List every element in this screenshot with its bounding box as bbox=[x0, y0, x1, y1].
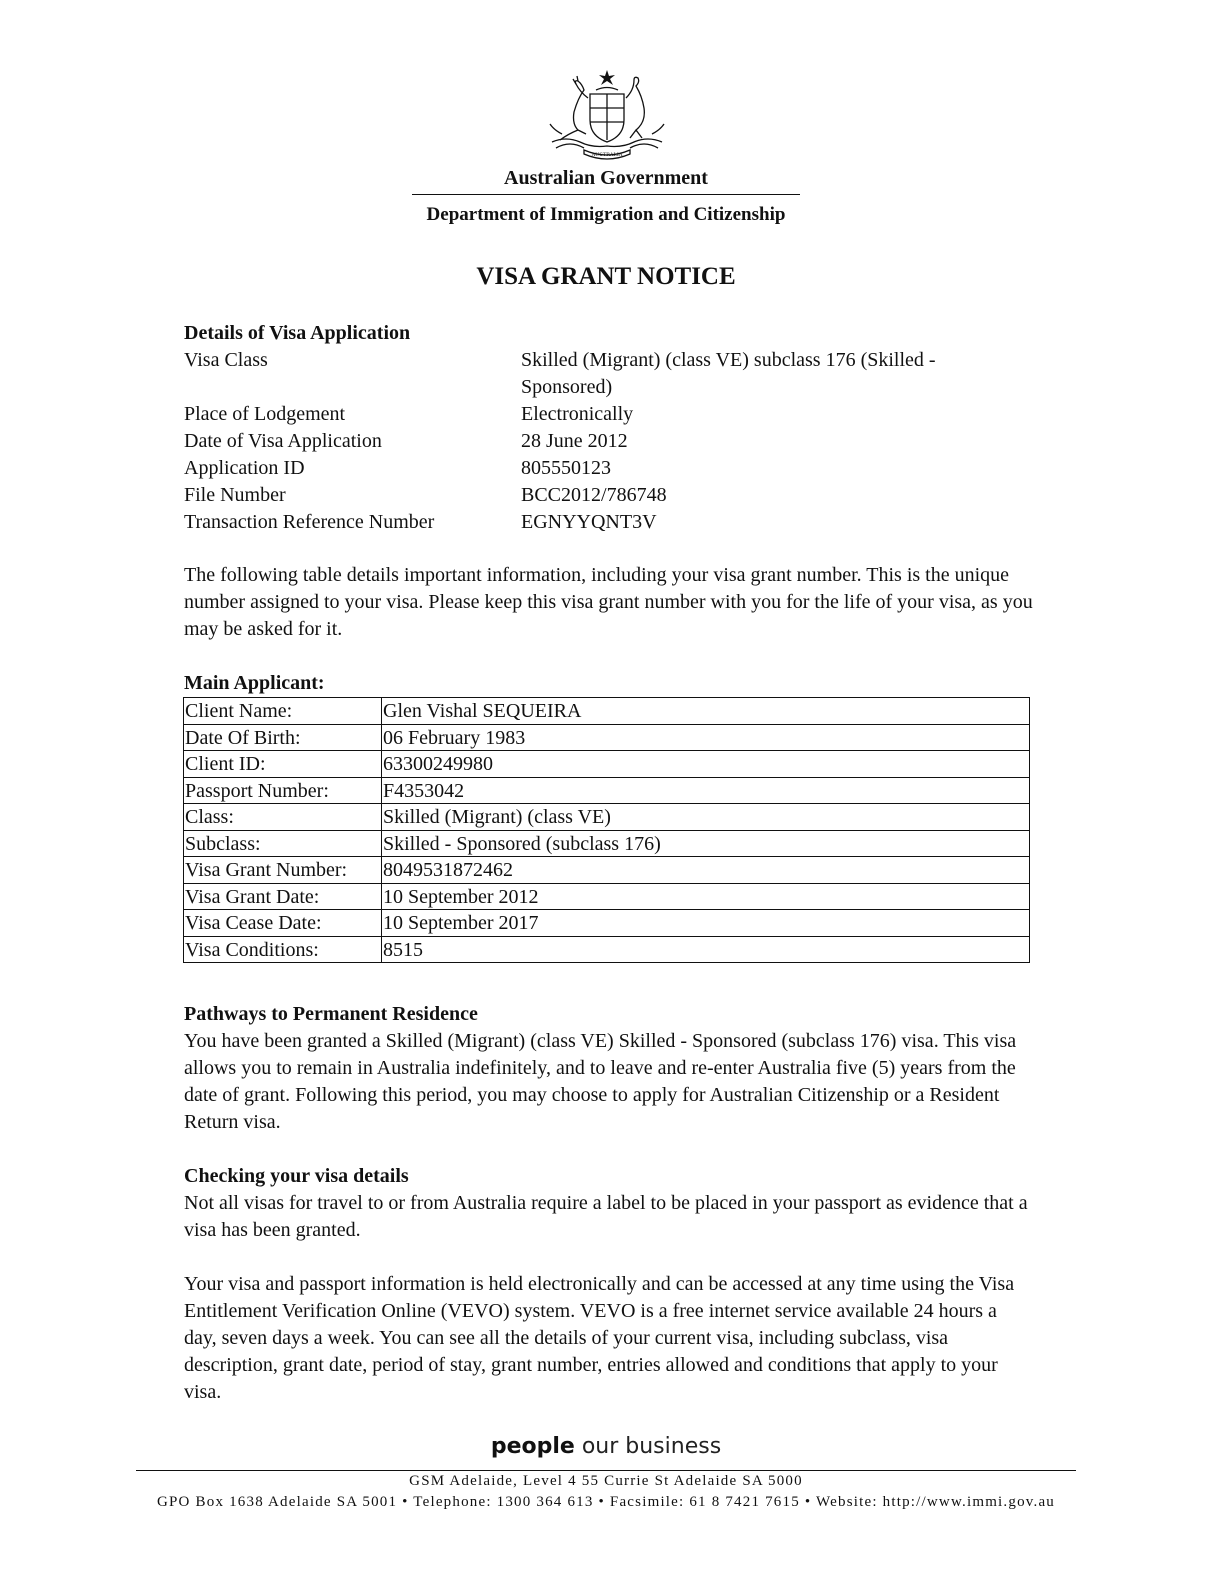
table-label-cell: Visa Grant Number: bbox=[184, 857, 382, 884]
table-row bbox=[184, 777, 1030, 804]
checking-heading: Checking your visa details bbox=[184, 1165, 409, 1187]
table-label-cell: Class: bbox=[184, 804, 382, 831]
detail-row-transaction-reference bbox=[184, 509, 1024, 536]
detail-label: Application ID bbox=[184, 457, 305, 479]
pathways-paragraph: You have been granted a Skilled (Migrant) (class VE) Skilled - Sponsored (subclass 176) visa. This visa allows you to remain in Australia indefinitely, and to leave and re-enter Australia five (5) years from the date of grant. Following this period, you may choose to apply for Australian Citizenship or a Resident Return visa. bbox=[184, 1030, 1017, 1133]
table-value-cell: Skilled (Migrant) (class VE) bbox=[382, 804, 1030, 831]
detail-value: BCC2012/786748 bbox=[521, 484, 667, 506]
table-label-cell: Visa Conditions: bbox=[184, 936, 382, 963]
table-row bbox=[184, 857, 1030, 884]
table-value-cell: Skilled - Sponsored (subclass 176) bbox=[382, 830, 1030, 857]
svg-text:AUSTRALIA: AUSTRALIA bbox=[591, 152, 623, 158]
footer-tagline bbox=[400, 1432, 812, 1462]
detail-value: EGNYYQNT3V bbox=[521, 511, 657, 533]
detail-value: Skilled (Migrant) (class VE) subclass 176 (Skilled - Sponsored) bbox=[521, 349, 936, 398]
detail-label: Visa Class bbox=[184, 349, 268, 371]
detail-label: Date of Visa Application bbox=[184, 430, 382, 452]
detail-row-application-date bbox=[184, 428, 1024, 455]
footer-address: GSM Adelaide, Level 4 55 Currie St Adelaide SA 5000 bbox=[409, 1473, 803, 1489]
tagline-bold-word: people bbox=[490, 1434, 575, 1459]
header-divider bbox=[412, 194, 800, 195]
table-row bbox=[184, 936, 1030, 963]
detail-value: 28 June 2012 bbox=[521, 430, 628, 452]
table-row bbox=[184, 830, 1030, 857]
main-applicant-table bbox=[183, 697, 1030, 963]
intro-paragraph: The following table details important information, including your visa grant number. This is the unique number assigned to your visa. Please keep this visa grant number with you for the life of your visa, as you may be asked for it. bbox=[184, 564, 1033, 640]
table-value-cell: 10 September 2012 bbox=[382, 883, 1030, 910]
table-value-cell: 06 February 1983 bbox=[382, 724, 1030, 751]
checking-paragraph-1: Not all visas for travel to or from Australia require a label to be placed in your passport as evidence that a visa has been granted. bbox=[184, 1192, 1028, 1241]
table-label-cell: Visa Grant Date: bbox=[184, 883, 382, 910]
tagline-rest: our business bbox=[581, 1434, 722, 1459]
table-row bbox=[184, 751, 1030, 778]
detail-row-visa-class bbox=[184, 347, 1024, 401]
government-name: Australian Government bbox=[504, 167, 708, 189]
coat-of-arms-icon bbox=[546, 68, 668, 160]
table-label-cell: Client Name: bbox=[184, 698, 382, 725]
department-name: Department of Immigration and Citizenship bbox=[426, 204, 786, 225]
table-row bbox=[184, 910, 1030, 937]
table-value-cell: 63300249980 bbox=[382, 751, 1030, 778]
application-details-list bbox=[184, 347, 1024, 536]
detail-row-file-number bbox=[184, 482, 1024, 509]
table-row bbox=[184, 724, 1030, 751]
checking-paragraph-2: Your visa and passport information is held electronically and can be accessed at any time using the Visa Entitlement Verification Online (VEVO) system. VEVO is a free internet service available 24 hours a day, seven days a week. You can see all the details of your current visa, including subclass, visa description, grant date, period of stay, grant number, entries allowed and conditions that apply to your visa. bbox=[184, 1273, 1015, 1403]
application-details-heading: Details of Visa Application bbox=[184, 322, 411, 344]
main-applicant-heading: Main Applicant: bbox=[184, 672, 325, 694]
detail-label: Transaction Reference Number bbox=[184, 511, 435, 533]
page-title: VISA GRANT NOTICE bbox=[476, 263, 736, 290]
table-value-cell: F4353042 bbox=[382, 777, 1030, 804]
table-value-cell: 8049531872462 bbox=[382, 857, 1030, 884]
table-row bbox=[184, 804, 1030, 831]
detail-label: Place of Lodgement bbox=[184, 403, 346, 425]
table-label-cell: Client ID: bbox=[184, 751, 382, 778]
detail-value: 805550123 bbox=[521, 457, 611, 479]
table-row bbox=[184, 883, 1030, 910]
table-label-cell: Visa Cease Date: bbox=[184, 910, 382, 937]
table-label-cell: Subclass: bbox=[184, 830, 382, 857]
footer-contact: GPO Box 1638 Adelaide SA 5001 • Telephone: 1300 364 613 • Facsimile: 61 8 7421 7615 • Website: http://www.immi.gov.au bbox=[156, 1494, 1056, 1510]
table-label-cell: Passport Number: bbox=[184, 777, 382, 804]
table-row bbox=[184, 698, 1030, 725]
table-value-cell: 8515 bbox=[382, 936, 1030, 963]
detail-value: Electronically bbox=[521, 403, 634, 425]
detail-label: File Number bbox=[184, 484, 286, 506]
table-label-cell: Date Of Birth: bbox=[184, 724, 382, 751]
detail-row-application-id bbox=[184, 455, 1024, 482]
pathways-heading: Pathways to Permanent Residence bbox=[184, 1003, 478, 1025]
table-value-cell: Glen Vishal SEQUEIRA bbox=[382, 698, 1030, 725]
table-value-cell: 10 September 2017 bbox=[382, 910, 1030, 937]
detail-row-place-of-lodgement bbox=[184, 401, 1024, 428]
